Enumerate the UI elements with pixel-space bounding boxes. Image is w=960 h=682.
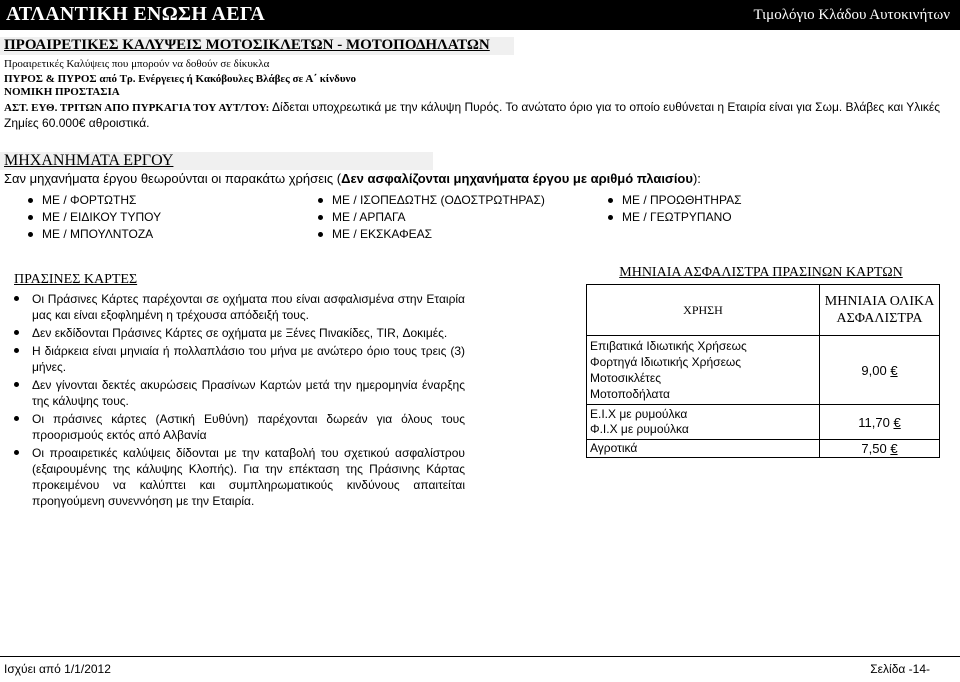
page-header [0, 0, 960, 30]
footer-page-number: Σελίδα -14- [870, 662, 930, 676]
currency: € [890, 362, 898, 378]
machinery-list-col2 [318, 193, 545, 244]
row-price [820, 440, 940, 458]
footer-divider [0, 656, 960, 657]
machinery-intro-text: Σαν μηχανήματα έργου θεωρούνται οι παρακάτω χρήσεις ( [4, 171, 342, 186]
list-item: ΜΕ / ΜΠΟΥΛΝΤΟΖΑ [28, 227, 161, 244]
header-premium: ΜΗΝΙΑΙΑ ΟΛΙΚΑ ΑΣΦΑΛΙΣΤΡΑ [820, 285, 940, 336]
use-label: Φ.Ι.Χ με ρυμούλκα [590, 422, 689, 436]
header-use: ΧΡΗΣΗ [587, 285, 820, 336]
machinery-intro-end: ): [692, 171, 701, 186]
currency: € [890, 441, 898, 456]
list-item: Δεν γίνονται δεκτές ακυρώσεις Πρασίνων Καρτών μετά την ημερομηνία έναρξης της κάλυψης τους. [14, 377, 465, 409]
use-label: Επιβατικά Ιδιωτικής Χρήσεως [590, 339, 747, 353]
use-label: Ε.Ι.Χ με ρυμούλκα [590, 407, 688, 421]
premium-table-title: ΜΗΝΙΑΙΑ ΑΣΦΑΛΙΣΤΡΑ ΠΡΑΣΙΝΩΝ ΚΑΡΤΩΝ [619, 265, 903, 280]
optional-covers-note: Προαιρετικές Καλύψεις που μπορούν να δοθούν σε δίκυκλα [4, 58, 270, 70]
list-item: ΜΕ / ΙΣΟΠΕΔΩΤΗΣ (ΟΔΟΣΤΡΩΤΗΡΑΣ) [318, 193, 545, 210]
use-label: Αγροτικά [590, 441, 638, 455]
row-price [820, 405, 940, 440]
list-item: ΜΕ / ΓΕΩΤΡΥΠΑΝΟ [608, 210, 742, 227]
list-item: ΜΕ / ΑΡΠΑΓΑ [318, 210, 545, 227]
premium-table [586, 284, 940, 458]
machinery-list-col3 [608, 193, 742, 227]
use-label: Μοτοσικλέτες [590, 371, 662, 385]
row-uses [587, 405, 820, 440]
list-item: ΜΕ / ΠΡΟΩΘΗΤΗΡΑΣ [608, 193, 742, 210]
machinery-intro [4, 171, 701, 186]
section-title-machinery: ΜΗΧΑΝΗΜΑΤΑ ΕΡΓΟΥ [0, 152, 433, 170]
use-label: Φορτηγά Ιδιωτικής Χρήσεως [590, 355, 742, 369]
currency: € [893, 414, 901, 430]
third-party-fire-text: Δίδεται υποχρεωτικά με την κάλυψη Πυρός. Το ανώτατο όριο για το οποίο ευθύνεται η Εταιρία είναι για Σωμ. Βλάβες και Υλικές Ζημίες 60.000€ αθροιστικά. [4, 100, 941, 130]
section-title-motorcycles: ΠΡΟΑΙΡΕΤΙΚΕΣ ΚΑΛΥΨΕΙΣ ΜΟΤΟΣΙΚΛΕΤΩΝ - ΜΟΤΟΠΟΔΗΛΑΤΩΝ [0, 37, 514, 55]
company-name: ΑΤΛΑΝΤΙΚΗ ΕΝΩΣΗ ΑΕΓΑ [6, 3, 265, 25]
price-value: 11,70 [858, 414, 890, 430]
table-row [587, 336, 940, 405]
green-cards-list [14, 291, 465, 511]
row-uses [587, 336, 820, 405]
list-item: Οι πράσινες κάρτες (Αστική Ευθύνη) παρέχονται δωρεάν για όλους τους προορισμούς εκτός από Αλβανία [14, 411, 465, 443]
table-header-row [587, 285, 940, 336]
list-item: Οι Πράσινες Κάρτες παρέχονται σε οχήματα που είναι ασφαλισμένα στην Εταιρία μας και είναι εξοφλημένη η τρέχουσα απόδειξή τους. [14, 291, 465, 323]
machinery-intro-bold: Δεν ασφαλίζονται μηχανήματα έργου με αριθμό πλαισίου [341, 171, 693, 186]
row-price [820, 336, 940, 405]
third-party-fire-paragraph [4, 100, 954, 131]
list-item: Δεν εκδίδονται Πράσινες Κάρτες σε οχήματα με Ξένες Πινακίδες, TIR, Δοκιμές. [14, 325, 465, 341]
list-item: ΜΕ / ΕΙΔΙΚΟΥ ΤΥΠΟΥ [28, 210, 161, 227]
list-item: ΜΕ / ΕΚΣΚΑΦΕΑΣ [318, 227, 545, 244]
legal-protection-line: ΝΟΜΙΚΗ ΠΡΟΣΤΑΣΙΑ [4, 86, 120, 98]
price-value: 9,00 [861, 362, 887, 378]
table-row [587, 440, 940, 458]
document-title: Τιμολόγιο Κλάδου Αυτοκινήτων [753, 7, 950, 23]
list-item: ΜΕ / ΦΟΡΤΩΤΗΣ [28, 193, 161, 210]
list-item: Οι προαιρετικές καλύψεις δίδονται με την καταβολή του σχετικού ασφαλίστρου (εξαιρουμένης της κάλυψης Κλοπής). Για την επέκταση της Πράσινης Κάρτας προκειμένου να καλύπτει και συμπληρωματικούς κινδύνους απαιτείται προηγούμενη συνεννόηση με την Εταιρία. [14, 445, 465, 509]
fire-cover-line: ΠΥΡΟΣ & ΠΥΡΟΣ από Τρ. Ενέργειες ή Κακόβουλες Βλάβες σε Α΄ κίνδυνο [4, 73, 356, 85]
machinery-list-col1 [28, 193, 161, 244]
use-label: Μοτοποδήλατα [590, 387, 670, 401]
footer-effective-date: Ισχύει από 1/1/2012 [4, 662, 111, 676]
list-item: Η διάρκεια είναι μηνιαία ή πολλαπλάσιο του μήνα με ανώτερο όριο τους τρεις (3) μήνες. [14, 343, 465, 375]
green-cards-title: ΠΡΑΣΙΝΕΣ ΚΑΡΤΕΣ [14, 272, 138, 287]
table-row [587, 405, 940, 440]
third-party-fire-label: ΑΣΤ. ΕΥΘ. ΤΡΙΤΩΝ ΑΠΟ ΠΥΡΚΑΓΙΑ ΤΟΥ ΑΥΤ/ΤΟΥ: [4, 102, 270, 114]
row-uses [587, 440, 820, 458]
price-value: 7,50 [861, 441, 887, 456]
